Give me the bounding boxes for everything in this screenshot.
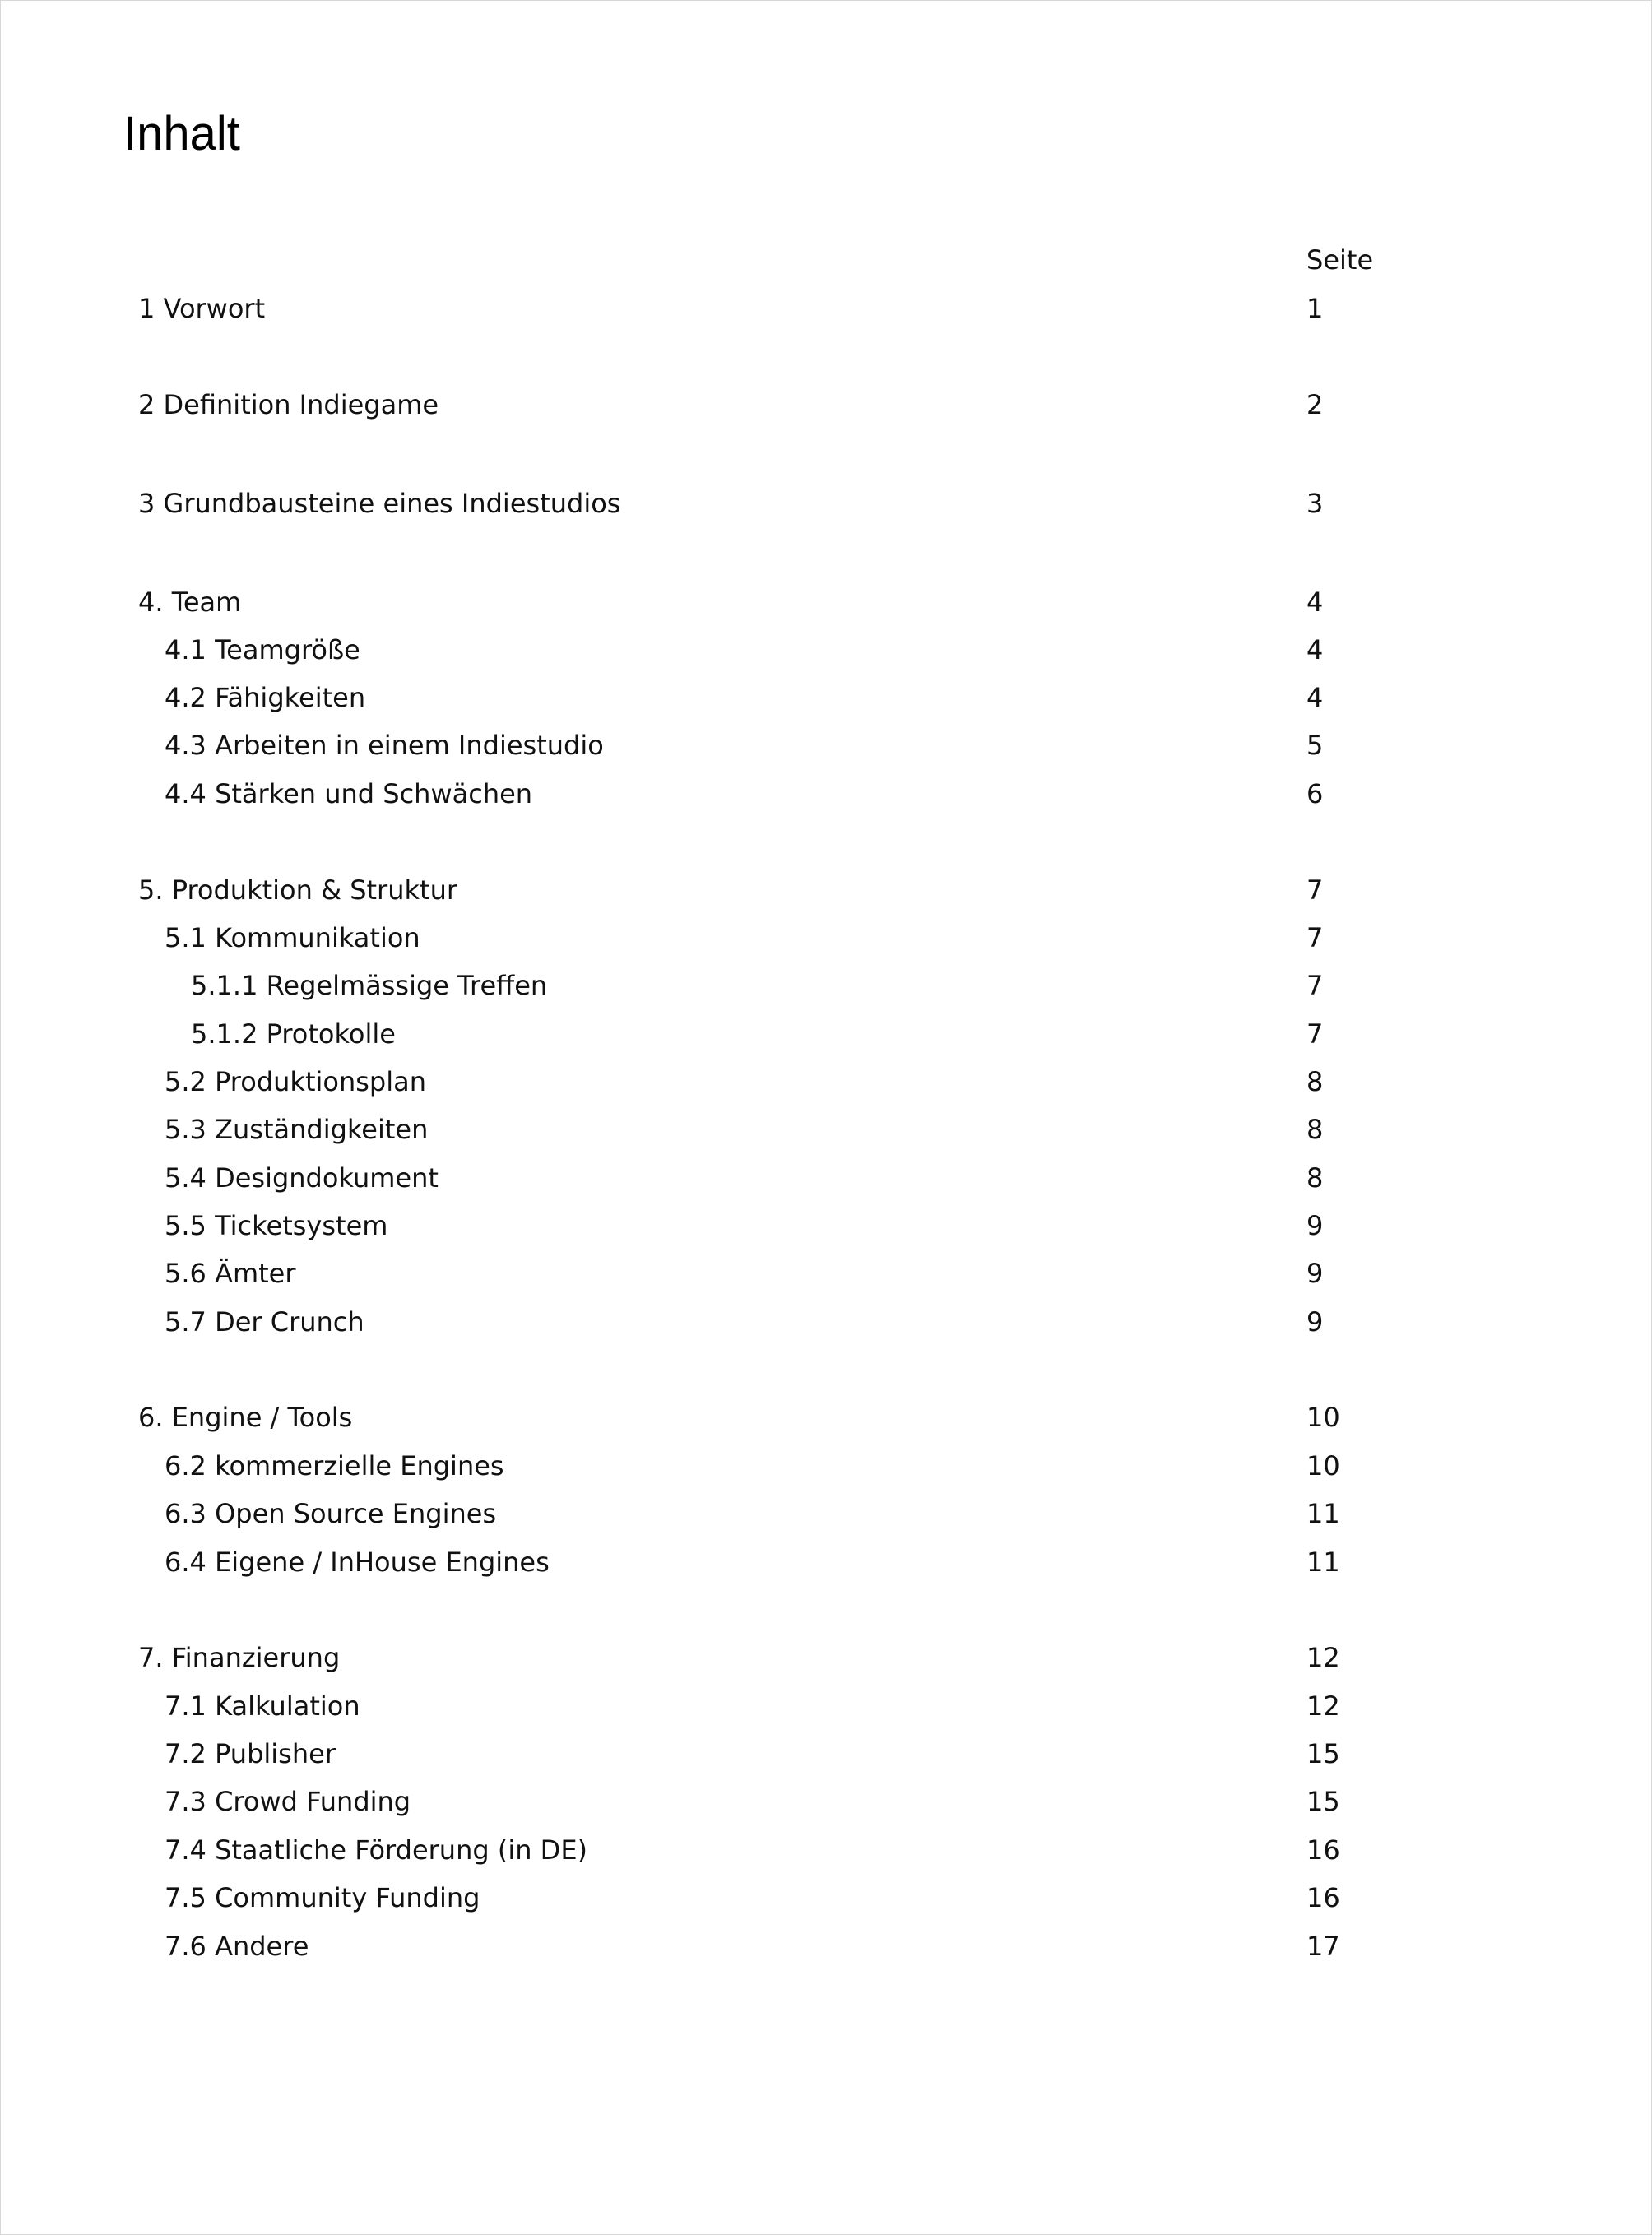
- toc-entry-label: 5.1.1 Regelmässige Treffen: [191, 970, 548, 1001]
- toc-entry-label: 4.2 Fähigkeiten: [165, 682, 366, 713]
- toc-entry-label: 6. Engine / Tools: [138, 1402, 353, 1433]
- toc-entry[interactable]: [1, 1257, 1651, 1290]
- page-column-header: Seite: [1306, 244, 1374, 276]
- toc-entry-label: 7.1 Kalkulation: [165, 1690, 360, 1722]
- toc-entry-page-number: 3: [1306, 488, 1324, 519]
- toc-entry-page-number: 9: [1306, 1258, 1324, 1289]
- toc-entry-page-number: 12: [1306, 1690, 1340, 1722]
- toc-entry[interactable]: [1, 777, 1651, 810]
- toc-entry-label: 7.4 Staatliche Förderung (in DE): [165, 1834, 588, 1866]
- toc-entry-label: 7. Finanzierung: [138, 1642, 341, 1673]
- toc-entry-page-number: 7: [1306, 874, 1324, 906]
- toc-entry[interactable]: [1, 1690, 1651, 1723]
- toc-entry-page-number: 8: [1306, 1066, 1324, 1097]
- toc-entry-label: 4.1 Teamgröße: [165, 634, 360, 665]
- toc-entry-label: 1 Vorwort: [138, 293, 266, 324]
- toc-entry-page-number: 17: [1306, 1931, 1340, 1962]
- toc-entry-page-number: 10: [1306, 1402, 1340, 1433]
- toc-entry[interactable]: [1, 388, 1651, 421]
- toc-entry-label: 5.5 Ticketsystem: [165, 1210, 388, 1241]
- toc-entry[interactable]: [1, 681, 1651, 714]
- toc-entry[interactable]: [1, 1641, 1651, 1674]
- toc-entry-page-number: 15: [1306, 1738, 1340, 1769]
- toc-entry-label: 2 Definition Indiegame: [138, 389, 439, 420]
- toc-entry-page-number: 5: [1306, 730, 1324, 761]
- toc-entry-label: 5.2 Produktionsplan: [165, 1066, 427, 1097]
- toc-entry-page-number: 7: [1306, 922, 1324, 953]
- toc-entry-page-number: 4: [1306, 682, 1324, 713]
- toc-entry-page-number: 9: [1306, 1306, 1324, 1338]
- toc-entry-page-number: 15: [1306, 1786, 1340, 1817]
- toc-entry[interactable]: [1, 487, 1651, 520]
- table-of-contents: [1, 1, 1651, 2234]
- toc-entry-page-number: 9: [1306, 1210, 1324, 1241]
- toc-entry[interactable]: [1, 969, 1651, 1002]
- toc-entry[interactable]: [1, 1834, 1651, 1866]
- toc-entry[interactable]: [1, 1930, 1651, 1963]
- toc-entry-label: 7.2 Publisher: [165, 1738, 336, 1769]
- toc-entry-label: 5.1.2 Protokolle: [191, 1018, 396, 1050]
- toc-entry-label: 7.5 Community Funding: [165, 1882, 480, 1913]
- toc-entry[interactable]: [1, 921, 1651, 954]
- toc-entry-page-number: 8: [1306, 1162, 1324, 1194]
- toc-entry[interactable]: [1, 1209, 1651, 1242]
- toc-entry[interactable]: [1, 1018, 1651, 1050]
- toc-entry[interactable]: [1, 1881, 1651, 1914]
- toc-entry-page-number: 7: [1306, 1018, 1324, 1050]
- toc-entry[interactable]: [1, 1449, 1651, 1482]
- toc-entry[interactable]: [1, 1546, 1651, 1579]
- toc-entry-page-number: 2: [1306, 389, 1324, 420]
- toc-entry-page-number: 12: [1306, 1642, 1340, 1673]
- toc-entry[interactable]: [1, 1497, 1651, 1530]
- toc-entry[interactable]: [1, 1162, 1651, 1194]
- toc-entry-page-number: 7: [1306, 970, 1324, 1001]
- toc-entry-page-number: 1: [1306, 293, 1324, 324]
- toc-entry-label: 5.1 Kommunikation: [165, 922, 420, 953]
- toc-entry-page-number: 6: [1306, 778, 1324, 809]
- toc-entry-label: 3 Grundbausteine eines Indiestudios: [138, 488, 621, 519]
- toc-entry[interactable]: [1, 1113, 1651, 1146]
- toc-entry-label: 5.3 Zuständigkeiten: [165, 1114, 429, 1145]
- toc-entry[interactable]: [1, 292, 1651, 325]
- toc-entry-page-number: 16: [1306, 1834, 1340, 1866]
- toc-entry-label: 7.3 Crowd Funding: [165, 1786, 411, 1817]
- toc-entry-label: 4. Team: [138, 587, 242, 618]
- toc-entry-label: 5.4 Designdokument: [165, 1162, 439, 1194]
- toc-entry[interactable]: [1, 586, 1651, 619]
- toc-entry-page-number: 16: [1306, 1882, 1340, 1913]
- toc-entry[interactable]: [1, 1737, 1651, 1770]
- toc-entry-label: 6.4 Eigene / InHouse Engines: [165, 1546, 550, 1578]
- toc-entry-label: 4.4 Stärken und Schwächen: [165, 778, 533, 809]
- toc-entry-page-number: 10: [1306, 1450, 1340, 1481]
- toc-entry-label: 4.3 Arbeiten in einem Indiestudio: [165, 730, 604, 761]
- toc-entry-label: 6.2 kommerzielle Engines: [165, 1450, 504, 1481]
- toc-entry-label: 6.3 Open Source Engines: [165, 1498, 497, 1529]
- toc-entry-page-number: 8: [1306, 1114, 1324, 1145]
- toc-entry-page-number: 4: [1306, 587, 1324, 618]
- toc-entry-label: 5.6 Ämter: [165, 1258, 296, 1289]
- toc-entry-label: 5. Produktion & Struktur: [138, 874, 457, 906]
- toc-entry[interactable]: [1, 1785, 1651, 1818]
- toc-entry-label: 5.7 Der Crunch: [165, 1306, 364, 1338]
- toc-entry[interactable]: [1, 1305, 1651, 1338]
- page-title: Inhalt: [123, 107, 240, 160]
- toc-entry[interactable]: [1, 1065, 1651, 1098]
- toc-entry-page-number: 11: [1306, 1498, 1340, 1529]
- toc-entry-page-number: 4: [1306, 634, 1324, 665]
- toc-entry[interactable]: [1, 729, 1651, 762]
- toc-entry[interactable]: [1, 1401, 1651, 1434]
- toc-entry[interactable]: [1, 874, 1651, 907]
- toc-entry-page-number: 11: [1306, 1546, 1340, 1578]
- toc-entry[interactable]: [1, 633, 1651, 666]
- toc-entry-label: 7.6 Andere: [165, 1931, 309, 1962]
